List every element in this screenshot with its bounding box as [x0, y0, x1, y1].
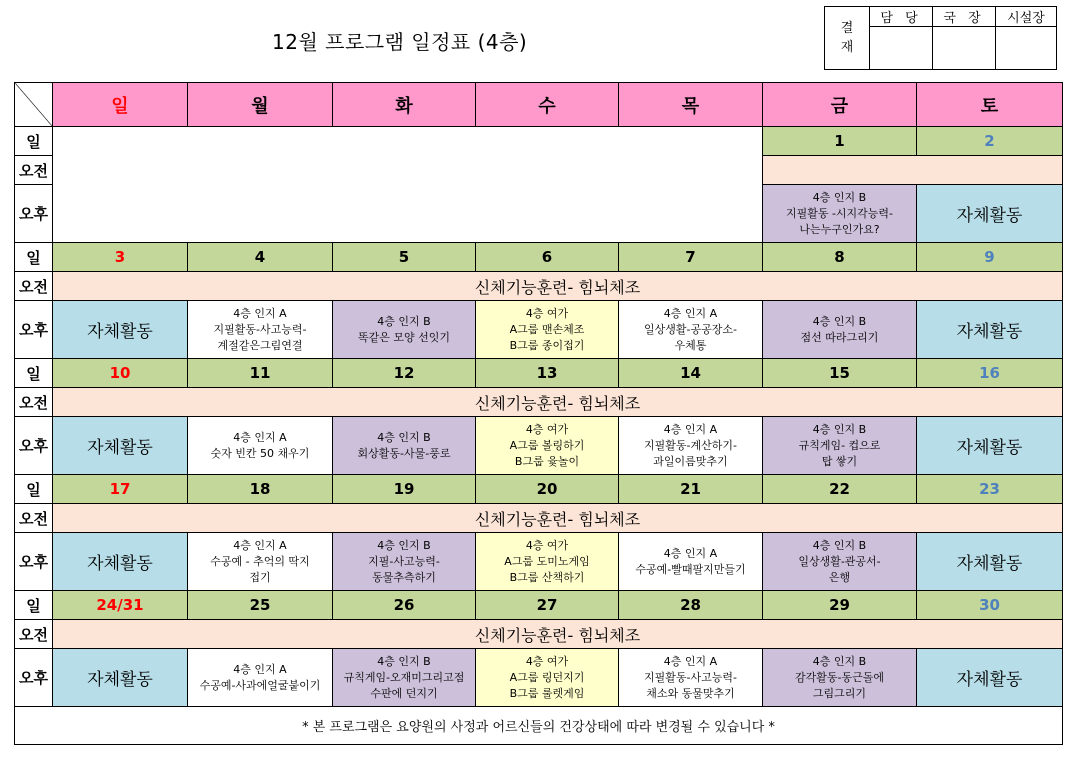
date-cell: 9 — [917, 243, 1063, 272]
program-line: 은행 — [828, 570, 851, 584]
program-line: B그룹 룰렛게임 — [509, 686, 585, 700]
row-label-am: 오전 — [15, 388, 53, 417]
date-cell: 29 — [763, 591, 917, 620]
approval-label-1: 결 — [840, 21, 854, 36]
day-header: 화 — [333, 83, 476, 127]
program-line: 접기 — [249, 570, 271, 584]
program-line: A그룹 볼링하기 — [509, 438, 585, 452]
date-cell: 20 — [476, 475, 619, 504]
program-line: A그룹 맨손체조 — [509, 322, 585, 336]
program-line: A그룹 도미노게임 — [504, 554, 590, 568]
program-line: 4층 인지 A — [663, 546, 718, 560]
date-row — [15, 127, 1063, 156]
program-line: 4층 인지 A — [233, 662, 287, 676]
header-row — [15, 83, 1063, 127]
am-program — [763, 156, 1063, 185]
page-title: 12월 프로그램 일정표 (4층) — [272, 30, 528, 54]
row-label-date: 일 — [15, 127, 53, 156]
am-program: 신체기능훈련- 힘뇌체조 — [53, 620, 1063, 649]
self-activity-cell: 자체활동 — [917, 301, 1063, 359]
program-line: 과일이름맞추기 — [653, 454, 728, 468]
program-line: 4층 여가 — [525, 538, 569, 552]
program-line: 4층 인지 A — [663, 654, 718, 668]
date-cell: 16 — [917, 359, 1063, 388]
program-line: A그룹 링던지기 — [509, 670, 585, 684]
am-program: 신체기능훈련- 힘뇌체조 — [53, 388, 1063, 417]
leisure-cell — [476, 649, 619, 707]
program-line: 4층 인지 B — [812, 422, 867, 436]
program-line: 4층 인지 B — [377, 314, 431, 328]
am-row — [15, 504, 1063, 533]
row-label-am: 오전 — [15, 620, 53, 649]
self-activity-cell: 자체활동 — [53, 649, 188, 707]
leisure-cell — [476, 533, 619, 591]
program-line: 4층 인지 B — [812, 314, 867, 328]
program-line: 규칙게임-오재미그리고점 — [343, 670, 465, 684]
date-cell: 2 — [917, 127, 1063, 156]
program-line: 4층 인지 B — [812, 190, 867, 204]
program-line: 4층 여가 — [525, 654, 569, 668]
self-activity-cell: 자체활동 — [917, 417, 1063, 475]
day-header: 목 — [619, 83, 763, 127]
am-row — [15, 272, 1063, 301]
signature-box[interactable] — [870, 27, 933, 70]
cognitive-b-cell — [333, 417, 476, 475]
pm-row — [15, 649, 1063, 707]
self-activity-cell: 자체활동 — [53, 417, 188, 475]
self-activity-cell: 자체활동 — [917, 649, 1063, 707]
note-row — [15, 707, 1063, 745]
leisure-cell — [476, 417, 619, 475]
approval-role: 담 당 — [870, 7, 933, 27]
program-line: 지필활동-사고능력- — [213, 322, 307, 336]
program-line: 4층 인지 B — [812, 654, 867, 668]
program-line: B그룹 종이접기 — [509, 338, 585, 352]
date-row — [15, 359, 1063, 388]
program-line: 계절같은그림연결 — [217, 338, 303, 352]
leisure-cell — [476, 301, 619, 359]
program-line: 점선 따라그리기 — [800, 330, 879, 344]
approval-box — [824, 6, 1057, 70]
program-line: 4층 인지 A — [663, 422, 718, 436]
row-label-pm: 오후 — [15, 301, 53, 359]
cognitive-a-cell — [619, 533, 763, 591]
self-activity-cell: 자체활동 — [53, 301, 188, 359]
date-cell: 15 — [763, 359, 917, 388]
program-line: 똑같은 모양 선잇기 — [357, 330, 450, 344]
cognitive-b-cell — [763, 185, 917, 243]
program-line: B그룹 윷놀이 — [514, 454, 580, 468]
program-line: 4층 인지 B — [812, 538, 867, 552]
cognitive-b-cell — [333, 533, 476, 591]
program-line: B그룹 산책하기 — [509, 570, 585, 584]
program-line: 일상생활-관공서- — [798, 554, 881, 568]
cognitive-a-cell — [188, 649, 333, 707]
day-header: 토 — [917, 83, 1063, 127]
date-cell: 12 — [333, 359, 476, 388]
row-label-pm: 오후 — [15, 533, 53, 591]
am-row — [15, 388, 1063, 417]
cognitive-a-cell — [619, 649, 763, 707]
day-header: 월 — [188, 83, 333, 127]
program-line: 지필활동 -시지각능력- — [785, 206, 894, 220]
program-line: 숫자 빈칸 50 채우기 — [210, 446, 310, 460]
approval-role: 국 장 — [933, 7, 996, 27]
program-line: 지필-사고능력- — [368, 554, 440, 568]
program-line: 수판에 던지기 — [370, 686, 438, 700]
program-line: 규칙게임- 컵으로 — [798, 438, 881, 452]
date-cell: 14 — [619, 359, 763, 388]
row-label-date: 일 — [15, 475, 53, 504]
program-line: 그림그리기 — [812, 686, 867, 700]
cognitive-a-cell — [188, 301, 333, 359]
program-line: 4층 인지 B — [377, 654, 431, 668]
cognitive-b-cell — [763, 301, 917, 359]
am-program: 신체기능훈련- 힘뇌체조 — [53, 504, 1063, 533]
cognitive-b-cell — [763, 533, 917, 591]
date-cell: 4 — [188, 243, 333, 272]
signature-box[interactable] — [996, 27, 1057, 70]
program-line: 우체통 — [674, 338, 707, 352]
date-cell: 8 — [763, 243, 917, 272]
program-line: 채소와 동물맞추기 — [646, 686, 735, 700]
row-label-am: 오전 — [15, 504, 53, 533]
approval-role: 시설장 — [996, 7, 1057, 27]
date-cell: 26 — [333, 591, 476, 620]
day-header: 금 — [763, 83, 917, 127]
schedule-table — [14, 82, 1063, 745]
day-header: 수 — [476, 83, 619, 127]
program-line: 수공예-사과에얼굴붙이기 — [199, 678, 321, 692]
date-cell: 18 — [188, 475, 333, 504]
program-line: 동물추측하기 — [372, 570, 436, 584]
program-line: 나는누구인가요? — [799, 222, 880, 236]
cognitive-a-cell — [188, 417, 333, 475]
date-cell: 11 — [188, 359, 333, 388]
program-line: 회상활동-사물-풍로 — [357, 446, 451, 460]
program-line: 탑 쌓기 — [821, 454, 858, 468]
date-cell: 17 — [53, 475, 188, 504]
date-cell: 19 — [333, 475, 476, 504]
cognitive-b-cell — [763, 417, 917, 475]
program-line: 4층 인지 B — [377, 430, 431, 444]
date-cell: 7 — [619, 243, 763, 272]
date-cell: 27 — [476, 591, 619, 620]
date-cell: 5 — [333, 243, 476, 272]
approval-label-2: 재 — [840, 40, 854, 55]
date-cell: 25 — [188, 591, 333, 620]
cognitive-a-cell — [619, 417, 763, 475]
program-line: 지필활동-사고능력- — [644, 670, 737, 684]
cognitive-b-cell — [763, 649, 917, 707]
row-label-pm: 오후 — [15, 417, 53, 475]
date-cell: 13 — [476, 359, 619, 388]
pm-row — [15, 533, 1063, 591]
signature-box[interactable] — [933, 27, 996, 70]
date-row — [15, 591, 1063, 620]
date-row — [15, 243, 1063, 272]
date-cell: 10 — [53, 359, 188, 388]
date-cell: 22 — [763, 475, 917, 504]
am-row — [15, 620, 1063, 649]
row-label-pm: 오후 — [15, 185, 53, 243]
date-cell: 28 — [619, 591, 763, 620]
self-activity-cell: 자체활동 — [53, 533, 188, 591]
program-line: 4층 여가 — [525, 422, 569, 436]
program-line: 4층 인지 A — [663, 306, 718, 320]
row-label-date: 일 — [15, 359, 53, 388]
program-line: 수공예 - 추억의 딱지 — [210, 554, 310, 568]
date-cell: 30 — [917, 591, 1063, 620]
row-label-date: 일 — [15, 591, 53, 620]
cognitive-b-cell — [333, 301, 476, 359]
row-label-pm: 오후 — [15, 649, 53, 707]
row-label-am: 오전 — [15, 272, 53, 301]
footer-note: * 본 프로그램은 요양원의 사정과 어르신들의 건강상태에 따라 변경될 수 있습니다 * — [15, 707, 1063, 745]
program-line: 4층 인지 A — [233, 538, 287, 552]
date-cell: 21 — [619, 475, 763, 504]
program-line: 4층 인지 A — [233, 306, 287, 320]
date-cell: 1 — [763, 127, 917, 156]
program-line: 4층 인지 B — [377, 538, 431, 552]
approval-label — [825, 7, 870, 70]
row-label-am: 오전 — [15, 156, 53, 185]
pm-row — [15, 417, 1063, 475]
day-header: 일 — [53, 83, 188, 127]
cognitive-a-cell — [188, 533, 333, 591]
date-cell: 6 — [476, 243, 619, 272]
program-line: 감각활동-동근돌에 — [795, 670, 884, 684]
self-activity-cell: 자체활동 — [917, 533, 1063, 591]
pm-row — [15, 301, 1063, 359]
corner-cell — [15, 83, 53, 127]
date-cell: 23 — [917, 475, 1063, 504]
self-activity-cell: 자체활동 — [917, 185, 1063, 243]
program-line: 일상생활-공공장소- — [644, 322, 737, 336]
date-row — [15, 475, 1063, 504]
cognitive-b-cell — [333, 649, 476, 707]
program-line: 4층 여가 — [525, 306, 569, 320]
program-line: 4층 인지 A — [233, 430, 287, 444]
row-label-date: 일 — [15, 243, 53, 272]
date-cell: 3 — [53, 243, 188, 272]
am-program: 신체기능훈련- 힘뇌체조 — [53, 272, 1063, 301]
date-cell: 24/31 — [53, 591, 188, 620]
program-line: 수공예-빨때팔지만들기 — [635, 562, 746, 576]
cognitive-a-cell — [619, 301, 763, 359]
empty-days — [53, 127, 763, 243]
program-line: 지필활동-계산하기- — [644, 438, 737, 452]
